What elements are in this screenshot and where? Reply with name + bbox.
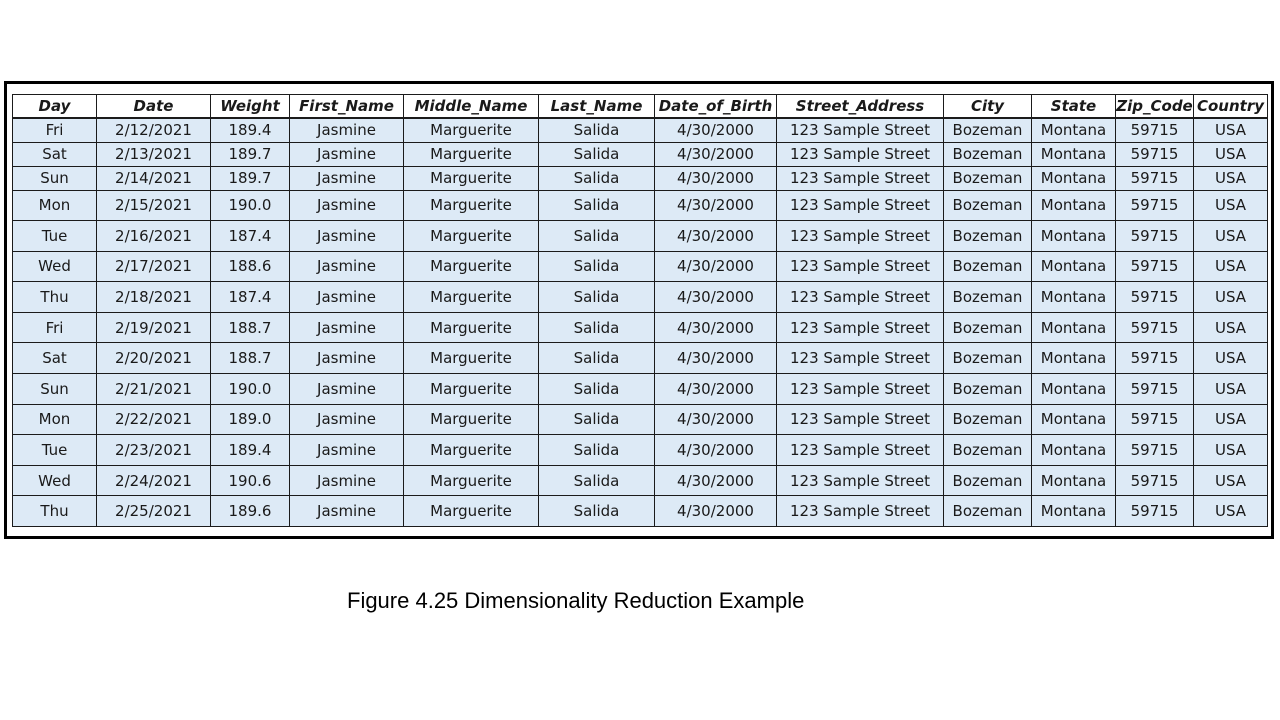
cell-weight: 189.7	[211, 142, 290, 166]
table-row	[13, 374, 1268, 405]
cell-date: 2/17/2021	[97, 251, 211, 282]
cell-country: USA	[1194, 142, 1268, 166]
cell-day: Mon	[13, 190, 97, 221]
cell-zip-code: 59715	[1116, 435, 1194, 466]
cell-zip-code: 59715	[1116, 465, 1194, 496]
cell-weight: 189.7	[211, 166, 290, 190]
cell-day: Mon	[13, 404, 97, 435]
table-row	[13, 435, 1268, 466]
cell-weight: 187.4	[211, 282, 290, 313]
cell-date: 2/24/2021	[97, 465, 211, 496]
table-row	[13, 118, 1268, 142]
cell-first-name: Jasmine	[290, 221, 404, 252]
cell-date: 2/13/2021	[97, 142, 211, 166]
cell-country: USA	[1194, 221, 1268, 252]
cell-city: Bozeman	[944, 496, 1032, 527]
cell-first-name: Jasmine	[290, 496, 404, 527]
cell-date: 2/15/2021	[97, 190, 211, 221]
cell-zip-code: 59715	[1116, 282, 1194, 313]
table-row	[13, 282, 1268, 313]
header-city: City	[944, 95, 1032, 119]
cell-weight: 190.0	[211, 190, 290, 221]
cell-date: 2/23/2021	[97, 435, 211, 466]
table-row	[13, 496, 1268, 527]
cell-city: Bozeman	[944, 118, 1032, 142]
cell-weight: 190.6	[211, 465, 290, 496]
cell-city: Bozeman	[944, 166, 1032, 190]
cell-state: Montana	[1032, 221, 1116, 252]
cell-street-address: 123 Sample Street	[777, 374, 944, 405]
cell-last-name: Salida	[539, 496, 655, 527]
cell-street-address: 123 Sample Street	[777, 190, 944, 221]
cell-date-of-birth: 4/30/2000	[655, 142, 777, 166]
cell-state: Montana	[1032, 166, 1116, 190]
cell-weight: 189.4	[211, 435, 290, 466]
cell-street-address: 123 Sample Street	[777, 312, 944, 343]
cell-day: Sun	[13, 166, 97, 190]
cell-last-name: Salida	[539, 404, 655, 435]
cell-zip-code: 59715	[1116, 142, 1194, 166]
cell-middle-name: Marguerite	[404, 221, 539, 252]
cell-country: USA	[1194, 435, 1268, 466]
cell-last-name: Salida	[539, 118, 655, 142]
cell-street-address: 123 Sample Street	[777, 251, 944, 282]
cell-date-of-birth: 4/30/2000	[655, 496, 777, 527]
cell-street-address: 123 Sample Street	[777, 221, 944, 252]
cell-date-of-birth: 4/30/2000	[655, 251, 777, 282]
cell-country: USA	[1194, 282, 1268, 313]
cell-zip-code: 59715	[1116, 374, 1194, 405]
cell-city: Bozeman	[944, 435, 1032, 466]
cell-date: 2/12/2021	[97, 118, 211, 142]
table-row	[13, 343, 1268, 374]
cell-first-name: Jasmine	[290, 190, 404, 221]
cell-first-name: Jasmine	[290, 465, 404, 496]
cell-street-address: 123 Sample Street	[777, 118, 944, 142]
cell-zip-code: 59715	[1116, 221, 1194, 252]
cell-country: USA	[1194, 190, 1268, 221]
cell-city: Bozeman	[944, 221, 1032, 252]
header-last-name: Last_Name	[539, 95, 655, 119]
table-row	[13, 312, 1268, 343]
cell-state: Montana	[1032, 496, 1116, 527]
cell-last-name: Salida	[539, 142, 655, 166]
cell-middle-name: Marguerite	[404, 343, 539, 374]
cell-date-of-birth: 4/30/2000	[655, 190, 777, 221]
cell-zip-code: 59715	[1116, 312, 1194, 343]
cell-day: Fri	[13, 312, 97, 343]
cell-country: USA	[1194, 312, 1268, 343]
cell-street-address: 123 Sample Street	[777, 282, 944, 313]
cell-date: 2/19/2021	[97, 312, 211, 343]
cell-day: Sat	[13, 343, 97, 374]
cell-middle-name: Marguerite	[404, 465, 539, 496]
cell-state: Montana	[1032, 251, 1116, 282]
cell-weight: 190.0	[211, 374, 290, 405]
cell-street-address: 123 Sample Street	[777, 166, 944, 190]
cell-city: Bozeman	[944, 374, 1032, 405]
cell-date-of-birth: 4/30/2000	[655, 435, 777, 466]
cell-middle-name: Marguerite	[404, 435, 539, 466]
cell-weight: 187.4	[211, 221, 290, 252]
cell-middle-name: Marguerite	[404, 496, 539, 527]
cell-state: Montana	[1032, 142, 1116, 166]
cell-city: Bozeman	[944, 251, 1032, 282]
cell-street-address: 123 Sample Street	[777, 496, 944, 527]
cell-city: Bozeman	[944, 404, 1032, 435]
cell-date: 2/22/2021	[97, 404, 211, 435]
cell-first-name: Jasmine	[290, 343, 404, 374]
cell-state: Montana	[1032, 374, 1116, 405]
cell-middle-name: Marguerite	[404, 190, 539, 221]
table-row	[13, 221, 1268, 252]
cell-street-address: 123 Sample Street	[777, 465, 944, 496]
table-row	[13, 465, 1268, 496]
cell-day: Sun	[13, 374, 97, 405]
cell-day: Tue	[13, 435, 97, 466]
cell-date: 2/20/2021	[97, 343, 211, 374]
cell-weight: 188.6	[211, 251, 290, 282]
cell-city: Bozeman	[944, 282, 1032, 313]
cell-country: USA	[1194, 404, 1268, 435]
cell-state: Montana	[1032, 282, 1116, 313]
cell-first-name: Jasmine	[290, 142, 404, 166]
cell-first-name: Jasmine	[290, 166, 404, 190]
cell-middle-name: Marguerite	[404, 166, 539, 190]
cell-city: Bozeman	[944, 465, 1032, 496]
cell-date-of-birth: 4/30/2000	[655, 404, 777, 435]
cell-state: Montana	[1032, 404, 1116, 435]
cell-city: Bozeman	[944, 312, 1032, 343]
table-row	[13, 251, 1268, 282]
cell-middle-name: Marguerite	[404, 282, 539, 313]
cell-date-of-birth: 4/30/2000	[655, 374, 777, 405]
cell-street-address: 123 Sample Street	[777, 404, 944, 435]
cell-weight: 189.0	[211, 404, 290, 435]
header-date-of-birth: Date_of_Birth	[655, 95, 777, 119]
cell-last-name: Salida	[539, 166, 655, 190]
cell-last-name: Salida	[539, 374, 655, 405]
cell-date-of-birth: 4/30/2000	[655, 166, 777, 190]
table-row	[13, 404, 1268, 435]
cell-date-of-birth: 4/30/2000	[655, 282, 777, 313]
cell-middle-name: Marguerite	[404, 374, 539, 405]
cell-day: Thu	[13, 496, 97, 527]
cell-state: Montana	[1032, 465, 1116, 496]
cell-day: Wed	[13, 465, 97, 496]
cell-country: USA	[1194, 251, 1268, 282]
cell-last-name: Salida	[539, 251, 655, 282]
cell-middle-name: Marguerite	[404, 251, 539, 282]
cell-date-of-birth: 4/30/2000	[655, 118, 777, 142]
table-frame	[4, 81, 1274, 539]
cell-zip-code: 59715	[1116, 496, 1194, 527]
cell-weight: 189.4	[211, 118, 290, 142]
cell-middle-name: Marguerite	[404, 404, 539, 435]
cell-country: USA	[1194, 465, 1268, 496]
cell-last-name: Salida	[539, 282, 655, 313]
cell-middle-name: Marguerite	[404, 142, 539, 166]
cell-city: Bozeman	[944, 190, 1032, 221]
cell-last-name: Salida	[539, 435, 655, 466]
cell-day: Tue	[13, 221, 97, 252]
cell-state: Montana	[1032, 435, 1116, 466]
cell-zip-code: 59715	[1116, 404, 1194, 435]
cell-first-name: Jasmine	[290, 404, 404, 435]
cell-country: USA	[1194, 118, 1268, 142]
cell-country: USA	[1194, 166, 1268, 190]
cell-last-name: Salida	[539, 312, 655, 343]
cell-date-of-birth: 4/30/2000	[655, 465, 777, 496]
cell-country: USA	[1194, 343, 1268, 374]
header-state: State	[1032, 95, 1116, 119]
cell-first-name: Jasmine	[290, 251, 404, 282]
cell-first-name: Jasmine	[290, 118, 404, 142]
table-body	[13, 118, 1268, 527]
cell-date: 2/16/2021	[97, 221, 211, 252]
cell-street-address: 123 Sample Street	[777, 343, 944, 374]
table-row	[13, 190, 1268, 221]
cell-last-name: Salida	[539, 465, 655, 496]
figure-caption: Figure 4.25 Dimensionality Reduction Example	[347, 588, 805, 613]
table-row	[13, 166, 1268, 190]
header-country: Country	[1194, 95, 1268, 119]
cell-weight: 188.7	[211, 343, 290, 374]
cell-day: Sat	[13, 142, 97, 166]
cell-state: Montana	[1032, 118, 1116, 142]
cell-last-name: Salida	[539, 190, 655, 221]
cell-middle-name: Marguerite	[404, 312, 539, 343]
header-street-address: Street_Address	[777, 95, 944, 119]
cell-first-name: Jasmine	[290, 282, 404, 313]
cell-middle-name: Marguerite	[404, 118, 539, 142]
cell-country: USA	[1194, 496, 1268, 527]
header-weight: Weight	[211, 95, 290, 119]
cell-date-of-birth: 4/30/2000	[655, 343, 777, 374]
header-day: Day	[13, 95, 97, 119]
cell-weight: 188.7	[211, 312, 290, 343]
cell-state: Montana	[1032, 190, 1116, 221]
cell-street-address: 123 Sample Street	[777, 435, 944, 466]
cell-state: Montana	[1032, 343, 1116, 374]
cell-state: Montana	[1032, 312, 1116, 343]
data-table	[12, 94, 1268, 527]
header-first-name: First_Name	[290, 95, 404, 119]
cell-street-address: 123 Sample Street	[777, 142, 944, 166]
cell-date: 2/18/2021	[97, 282, 211, 313]
cell-city: Bozeman	[944, 142, 1032, 166]
cell-zip-code: 59715	[1116, 251, 1194, 282]
cell-country: USA	[1194, 374, 1268, 405]
cell-date: 2/21/2021	[97, 374, 211, 405]
header-row	[13, 95, 1268, 119]
cell-zip-code: 59715	[1116, 343, 1194, 374]
header-zip-code: Zip_Code	[1116, 95, 1194, 119]
cell-zip-code: 59715	[1116, 190, 1194, 221]
cell-first-name: Jasmine	[290, 312, 404, 343]
header-date: Date	[97, 95, 211, 119]
cell-day: Fri	[13, 118, 97, 142]
cell-first-name: Jasmine	[290, 435, 404, 466]
cell-day: Wed	[13, 251, 97, 282]
cell-last-name: Salida	[539, 343, 655, 374]
cell-zip-code: 59715	[1116, 118, 1194, 142]
cell-date: 2/25/2021	[97, 496, 211, 527]
cell-date-of-birth: 4/30/2000	[655, 312, 777, 343]
cell-day: Thu	[13, 282, 97, 313]
cell-zip-code: 59715	[1116, 166, 1194, 190]
cell-weight: 189.6	[211, 496, 290, 527]
header-middle-name: Middle_Name	[404, 95, 539, 119]
cell-first-name: Jasmine	[290, 374, 404, 405]
cell-date-of-birth: 4/30/2000	[655, 221, 777, 252]
cell-last-name: Salida	[539, 221, 655, 252]
table-row	[13, 142, 1268, 166]
cell-date: 2/14/2021	[97, 166, 211, 190]
cell-city: Bozeman	[944, 343, 1032, 374]
